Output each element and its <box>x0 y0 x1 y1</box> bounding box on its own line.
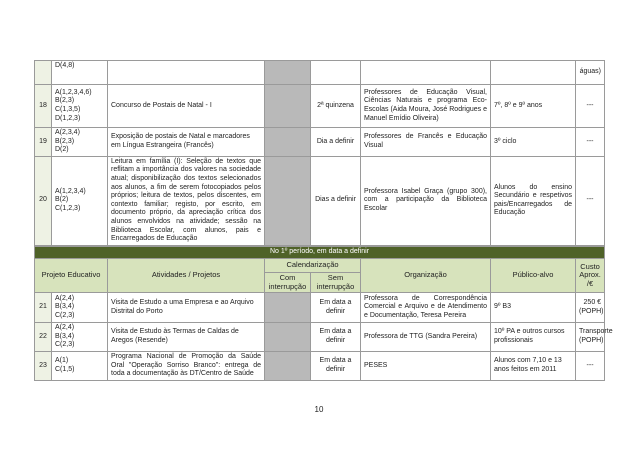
projeto-educativo-cell: D(4,8) <box>52 61 108 85</box>
projeto-educativo-cell: A(1,2,3,4) B(2) C(1,2,3) <box>52 156 108 245</box>
calendar-shade-cell <box>265 323 311 352</box>
header-sem-interrupcao: Sem interrupção <box>311 273 361 293</box>
table-row <box>35 85 605 128</box>
custo-cell: --- <box>576 351 605 380</box>
calendario-cell: Dias a definir <box>311 156 361 245</box>
header-organizacao: Organização <box>361 259 491 293</box>
calendario-cell: Dia a definir <box>311 128 361 157</box>
custo-cell: 250 € (POPH) <box>576 293 605 323</box>
projeto-educativo-cell: A(1) C(1,5) <box>52 351 108 380</box>
organizacao-cell: Professora de Correspondência Comercial e Arquivo e de Atendimento e Documentação, Teresa Pereira <box>361 293 491 323</box>
publico-cell: Alunos com 7,10 e 13 anos feitos em 2011 <box>491 351 576 380</box>
organizacao-cell <box>361 61 491 85</box>
section-band-text: No 1º período, em data a definir <box>35 247 605 259</box>
publico-cell: 9º B3 <box>491 293 576 323</box>
row-number: 19 <box>35 128 52 157</box>
header-atividades: Atividades / Projetos <box>108 259 265 293</box>
calendar-shade-cell <box>265 128 311 157</box>
header-calendarizacao: Calendarização <box>265 259 361 273</box>
calendar-shade-cell <box>265 85 311 128</box>
organizacao-cell: Professores de Educação Visual, Ciências Naturais e programa Eco-Escolas (Aida Moura, José Rodrigues e Manuel Emídio Oliveira) <box>361 85 491 128</box>
custo-cell: Transporte (POPH) <box>576 323 605 352</box>
atividade-cell: Visita de Estudo a uma Empresa e ao Arquivo Distrital do Porto <box>108 293 265 323</box>
activities-table-top <box>34 60 605 246</box>
table-row <box>35 323 605 352</box>
publico-cell: Alunos do ensino Secundário e respetivos pais/Encarregados de Educação <box>491 156 576 245</box>
calendario-cell: 2ª quinzena <box>311 85 361 128</box>
header-custo: Custo Aprox. /€ <box>576 259 605 293</box>
table-row <box>35 61 605 85</box>
projeto-educativo-cell: A(2,4) B(3,4) C(2,3) <box>52 293 108 323</box>
table-row <box>35 156 605 245</box>
publico-cell: 7º, 8º e 9º anos <box>491 85 576 128</box>
calendar-shade-cell <box>265 61 311 85</box>
section-band <box>35 247 605 259</box>
publico-cell <box>491 61 576 85</box>
projeto-educativo-cell: A(1,2,3,4,6) B(2,3) C(1,3,5) D(1,2,3) <box>52 85 108 128</box>
organizacao-cell: Professora Isabel Graça (grupo 300), com a participação da Biblioteca Escolar <box>361 156 491 245</box>
custo-cell: --- <box>576 128 605 157</box>
calendario-cell <box>311 61 361 85</box>
projeto-educativo-cell: A(2,3,4) B(2,3) D(2) <box>52 128 108 157</box>
organizacao-cell: Professora de TTG (Sandra Pereira) <box>361 323 491 352</box>
atividade-cell <box>108 61 265 85</box>
header-projeto-educativo: Projeto Educativo <box>35 259 108 293</box>
atividade-cell: Programa Nacional de Promoção da Saúde Oral "Operação Sorriso Branco": entrega de toda a documentação às DT/Centro de Saúde <box>108 351 265 380</box>
organizacao-cell: Professores de Francês e Educação Visual <box>361 128 491 157</box>
row-number: 21 <box>35 293 52 323</box>
header-row <box>35 259 605 273</box>
publico-cell: 10º PA e outros cursos profissionais <box>491 323 576 352</box>
row-number: 18 <box>35 85 52 128</box>
atividade-cell: Exposição de postais de Natal e marcadores em Língua Estrangeira (Francês) <box>108 128 265 157</box>
header-publico-alvo: Público-alvo <box>491 259 576 293</box>
row-number <box>35 61 52 85</box>
row-number: 22 <box>35 323 52 352</box>
row-number: 23 <box>35 351 52 380</box>
header-com-interrupcao: Com interrupção <box>265 273 311 293</box>
custo-cell: --- <box>576 156 605 245</box>
custo-cell: --- <box>576 85 605 128</box>
calendario-cell: Em data a definir <box>311 323 361 352</box>
calendario-cell: Em data a definir <box>311 293 361 323</box>
table-row <box>35 351 605 380</box>
atividade-cell: Leitura em família (I): Seleção de textos que reflitam a importância dos valores na sociedade atual; disponibilização dos textos selecionados aos alunos, a fim de serem fotocopiados pelos próprios; leitura de textos, pelos discentes, em contexto familiar; registo, por escrito, em documento próprio, da apreciação crítica dos alunos envolvidos na atividade; sessão na Biblioteca Escolar, com alunos, pais e Encarregados de Educação <box>108 156 265 245</box>
atividade-cell: Concurso de Postais de Natal - I <box>108 85 265 128</box>
calendar-shade-cell <box>265 156 311 245</box>
table-row <box>35 128 605 157</box>
organizacao-cell: PESES <box>361 351 491 380</box>
calendario-cell: Em data a definir <box>311 351 361 380</box>
calendar-shade-cell <box>265 293 311 323</box>
projeto-educativo-cell: A(2,4) B(3,4) C(2,3) <box>52 323 108 352</box>
atividade-cell: Visita de Estudo às Termas de Caldas de Aregos (Resende) <box>108 323 265 352</box>
activities-table-bottom <box>34 246 613 381</box>
calendar-shade-cell <box>265 351 311 380</box>
page-number: 10 <box>314 405 324 414</box>
publico-cell: 3º ciclo <box>491 128 576 157</box>
table-row <box>35 293 605 323</box>
row-number: 20 <box>35 156 52 245</box>
custo-cell: águas) <box>576 61 605 85</box>
